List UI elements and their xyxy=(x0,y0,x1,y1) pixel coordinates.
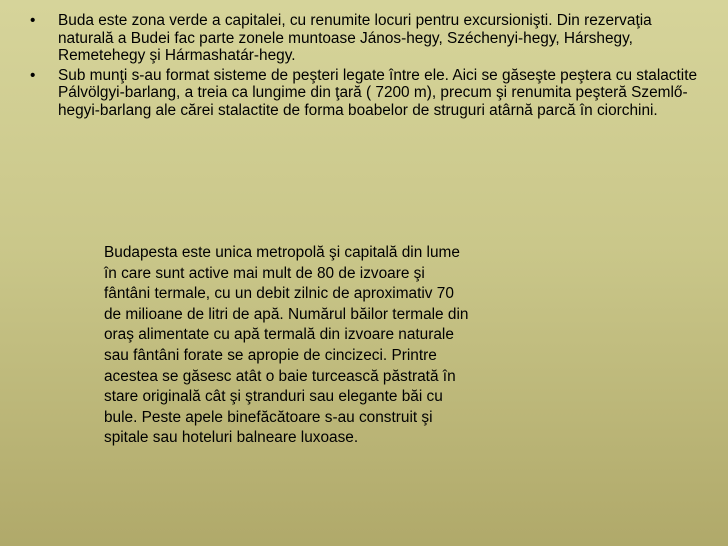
thermal-springs-text-box xyxy=(104,243,552,449)
text-line: fântâni termale, cu un debit zilnic de aproximativ 70 xyxy=(104,285,454,303)
bullet-item-buda xyxy=(28,12,708,65)
bullet-text: Buda este zona verde a capitalei, cu renumite locuri pentru excursionişti. Din rezervaţia naturală a Budei fac parte zonele muntoase János-hegy, Széchenyi-hegy, Hárshegy, Remetehegy şi Hármashatár-hegy. xyxy=(58,12,652,64)
text-line: Budapesta este unica metropolă şi capitală din lume xyxy=(104,244,460,261)
text-line: oraş alimentate cu apă termală din izvoare naturale xyxy=(104,326,454,344)
bullet-marker: • xyxy=(30,12,36,29)
bullet-marker: • xyxy=(30,66,36,84)
text-line: de milioane de litri de apă. Numărul băilor termale din xyxy=(104,305,469,323)
bullet-item-caves xyxy=(28,67,708,120)
bullet-list xyxy=(28,12,708,121)
text-line: spitale sau hoteluri balneare luxoase. xyxy=(104,429,359,447)
text-line: sau fântâni forate se apropie de cincizeci. Printre xyxy=(104,346,437,364)
text-line: bule. Peste apele binefăcătoare s-au construit şi xyxy=(104,408,433,426)
text-line: stare originală cât şi ştranduri sau elegante băi cu xyxy=(104,388,443,406)
bullet-text: Sub munţi s-au format sisteme de peşteri legate între ele. Aici se găseşte peştera cu stalactite Pálvölgyi-barlang, a treia ca lungime din ţară ( 7200 m), precum şi renumita peşteră Szemlő-hegyi-barlang ale cărei stalactite de forma boabelor de struguri atârnă parcă în ciorchini. xyxy=(58,66,698,119)
text-line: în care sunt active mai mult de 80 de izvoare şi xyxy=(104,264,425,282)
text-line: acestea se găsesc atât o baie turcească păstrată în xyxy=(104,367,456,385)
